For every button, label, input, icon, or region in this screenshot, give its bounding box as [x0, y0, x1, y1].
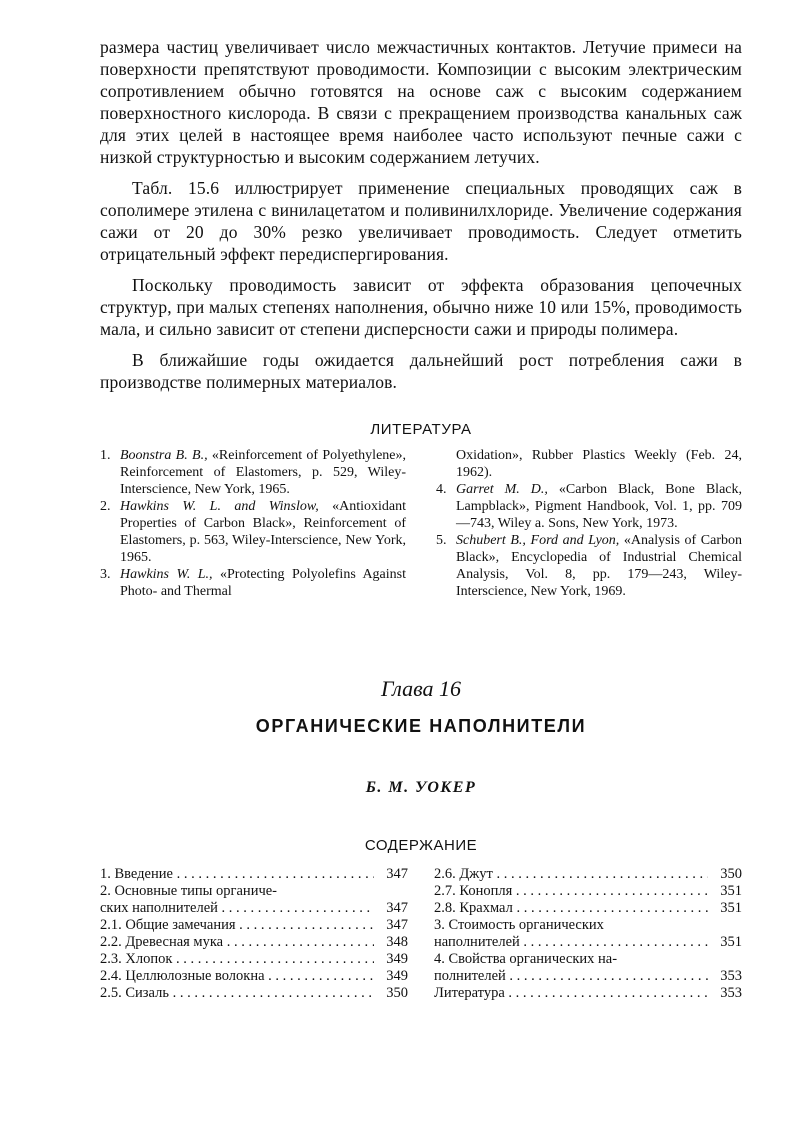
reference-text: «Analysis of Carbon Black», Encyclopedia of Industrial Chemical Analysis, Vol. 8, pp. 179—243, Wiley-Interscience, New York, 1969.: [456, 533, 742, 599]
reference-authors: Hawkins W. L.,: [120, 567, 213, 582]
reference-authors: Boonstra B. B.,: [120, 448, 208, 463]
toc-entry[interactable]: 2.4. Целлюлозные волокна . . . 349: [100, 968, 408, 985]
chapter-title: ОРГАНИЧЕСКИЕ НАПОЛНИТЕЛИ: [255, 716, 587, 736]
references: [100, 447, 742, 600]
reference-text: «Carbon Black, Bone Black, Lampblack», Pigment Handbook, Vol. 1, pp. 709—743, Wiley a. Sons, New York, 1973.: [456, 482, 742, 531]
chapter-author: Б. М. УОКЕР: [365, 779, 477, 796]
references-right-column: [436, 447, 742, 600]
paragraph-1: размера частиц увеличивает число межчастичных контактов. Летучие примеси на поверхности препятствуют проводимости. Композиции с высоким электрическим сопротивлением обычно готовятся на основе саж с высоким содержанием поверхностного кислорода. В связи с прекращением производства канальных саж для этих целей в настоящее время наиболее часто используют печные сажи с низкой структурностью и высоким содержанием летучих.: [100, 37, 742, 167]
literature-heading: ЛИТЕРАТУРА: [370, 421, 472, 438]
reference-text: «Protecting Polyolefins Against Photo- and Thermal: [120, 567, 406, 599]
reference-text: «Reinforcement of Polyethylene», Reinforcement of Elastomers, p. 529, Wiley-Interscience, New York, 1965.: [120, 448, 406, 497]
toc-entry[interactable]: 2.3. Хлопок . . . 349: [100, 951, 408, 968]
toc-entry[interactable]: 2.2. Древесная мука . . . 348: [100, 934, 408, 951]
reference-authors: Garret M. D.,: [456, 482, 548, 497]
reference-item: 2. Hawkins W. L. and Winslow, «Antioxidant Properties of Carbon Black», Reinforcement of Elastomers, p. 563, Wiley-Interscience, New York, 1965.: [100, 499, 406, 565]
references-left-column: [100, 447, 406, 600]
toc-entry[interactable]: 2.7. Конопля . . . 351: [434, 883, 742, 900]
reference-text: «Antioxidant Properties of Carbon Black», Reinforcement of Elastomers, p. 563, Wiley-Interscience, New York, 1965.: [120, 499, 406, 565]
chapter-label: Глава 16: [380, 676, 462, 701]
reference-item: 5. Schubert B., Ford and Lyon, «Analysis of Carbon Black», Encyclopedia of Industrial Chemical Analysis, Vol. 8, pp. 179—243, Wiley-Interscience, New York, 1969.: [436, 533, 742, 599]
reference-authors: Schubert B., Ford and Lyon,: [456, 533, 620, 548]
paragraph-2: Табл. 15.6 иллюстрирует применение специальных проводящих саж в сополимере этилена с винилацетатом и поливинилхлориде. Увеличение содержания сажи от 20 до 30% резко увеличивает проводимость. Следует отметить отрицательный эффект передиспергирования.: [100, 178, 742, 264]
toc-entry[interactable]: 4. Свойства органических на- полнителей . . . 353: [434, 951, 742, 985]
toc-entry[interactable]: 2.1. Общие замечания . . . 347: [100, 917, 408, 934]
reference-authors: Hawkins W. L. and Winslow,: [120, 499, 319, 514]
reference-item: 3. Hawkins W. L., «Protecting Polyolefins Against Photo- and Thermal: [100, 567, 406, 599]
toc-right-column: [434, 866, 742, 1002]
paragraph-3: Поскольку проводимость зависит от эффекта образования цепочечных структур, при малых степенях наполнения, обычно ниже 10 или 15%, проводимость мала, и сильно зависит от степени дисперсности сажи и природы полимера.: [100, 275, 742, 339]
toc-entry[interactable]: 2.8. Крахмал . . . 351: [434, 900, 742, 917]
paragraph-4: В ближайшие годы ожидается дальнейший рост потребления сажи в производстве полимерных материалов.: [100, 350, 742, 392]
page: [100, 36, 742, 1002]
toc-entry[interactable]: 2.6. Джут . . . 350: [434, 866, 742, 883]
toc-entry[interactable]: 1. Введение . . . 347: [100, 866, 408, 883]
toc-entry[interactable]: Литература . . . 353: [434, 985, 742, 1002]
toc-heading: СОДЕРЖАНИЕ: [364, 837, 478, 854]
toc-entry[interactable]: 3. Стоимость органических наполнителей . . . 351: [434, 917, 742, 951]
reference-item: 4. Garret M. D., «Carbon Black, Bone Black, Lampblack», Pigment Handbook, Vol. 1, pp. 709—743, Wiley a. Sons, New York, 1973.: [436, 482, 742, 531]
toc-entry[interactable]: 2.5. Сизаль . . . 350: [100, 985, 408, 1002]
reference-continuation: Oxidation», Rubber Plastics Weekly (Feb. 24, 1962).: [456, 448, 742, 480]
toc-left-column: [100, 866, 408, 1002]
reference-item: 1. Boonstra B. B., «Reinforcement of Polyethylene», Reinforcement of Elastomers, p. 529, Wiley-Interscience, New York, 1965.: [100, 448, 406, 497]
table-of-contents: [100, 866, 742, 1002]
toc-entry[interactable]: 2. Основные типы органиче- ских наполнителей . . . 347: [100, 883, 408, 917]
